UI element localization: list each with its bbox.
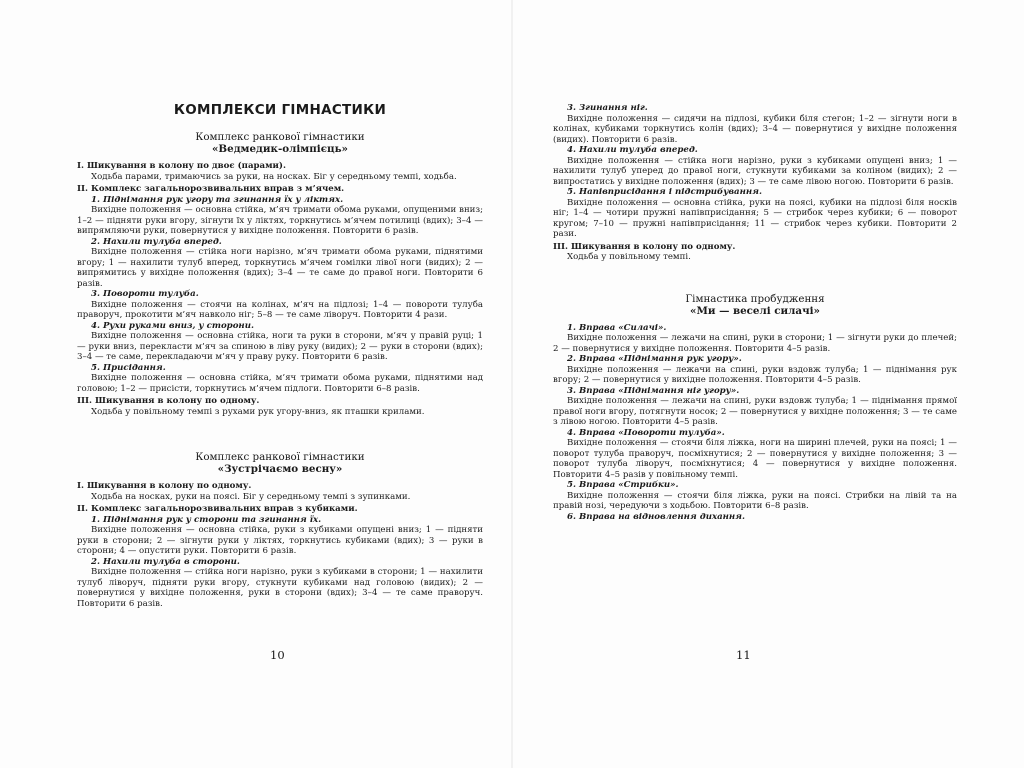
exercise-title: 1. Піднімання рук угору та згинання їх у ліктях. xyxy=(91,194,344,205)
right-column xyxy=(553,103,957,522)
exercise-title: 6. Вправа на відновлення дихання. xyxy=(567,511,746,522)
paragraph: Вихідне положення — стійка ноги нарізно, м’яч тримати обома руками, піднятими вгору; 1 — нахилити тулуб вперед, торкнутись м’ячем гомілки лівої ноги (видих); 2 — випрямитись у вихідне положення (вдих); 3–4 — те саме до правої ноги. Повторити 6 разів. xyxy=(77,247,483,289)
complex-heading: Комплекс ранкової гімнастики xyxy=(195,131,365,143)
complex-name: «Ми — веселі силачі» xyxy=(690,304,820,317)
exercise-title: 3. Повороти тулуба. xyxy=(91,289,199,299)
complex-heading: Комплекс ранкової гімнастики xyxy=(195,451,365,463)
exercise-title: 4. Нахили тулуба вперед. xyxy=(567,145,698,155)
paragraph: Вихідне положення — основна стійка, руки з кубиками опущені вниз; 1 — підняти руки в сторони; 2 — зігнути руки у ліктях, торкнутись кубиками (вдих); 3 — руки в сторони; 4 — опустити руки. Повторити 6 разів. xyxy=(77,525,483,556)
paragraph: Вихідне положення — лежачи на спині, руки в сторони; 1 — зігнути руки до плечей; 2 — повернутися у вихідне положення. Повторити 4–5 разів. xyxy=(553,333,957,354)
paragraph: Вихідне положення — сидячи на підлозі, кубики біля стегон; 1–2 — зігнути ноги в колінах, кубиками торкнутись колін (вдих); 3–4 — повернутися у вихідне положення (видих). Повторити 6 разів. xyxy=(553,113,957,145)
page-number: 10 xyxy=(270,648,285,662)
paragraph: Ходьба у повільному темпі з рухами рук угору-вниз, як пташки крилами. xyxy=(91,406,425,417)
complex-heading: Гімнастика пробудження xyxy=(685,292,825,305)
section-heading: III. Шикування в колону по одному. xyxy=(77,396,260,406)
paragraph: Вихідне положення — лежачи на спині, руки вздовж тулуба; 1 — піднімання прямої правої ноги вгору, потягнути носок; 2 — повернутися у вихідне положення; 3 — те саме з лівою ногою. Повторити 4–5 разів. xyxy=(553,396,957,427)
exercise-title: 2. Нахили тулуба вперед. xyxy=(91,236,222,247)
paragraph: Вихідне положення — стійка ноги нарізно, руки з кубиками в сторони; 1 — нахилити тулуб ліворуч, підняти руки вгору, стукнути кубиками над головою (видих); 2 — повернутися у вихідне положення, руки в сторони (вдих); 3–4 — те саме праворуч. Повторити 6 разів. xyxy=(77,567,483,609)
spacer xyxy=(553,263,957,293)
paragraph: Вихідне положення — основна стійка, м’яч тримати обома руками, опущеними вниз; 1–2 — підняти руки вгору, зігнути їх у ліктях, торкнутись м’ячем потилиці (вдих); 3–4 — випрямляючи руки, повернутися у вихідне положення. Повторити 6 разів. xyxy=(77,205,483,236)
exercise-title: 3. Вправа «Піднімання ніг угору». xyxy=(567,385,740,396)
exercise-title: 2. Вправа «Піднімання рук угору». xyxy=(567,354,742,364)
paragraph: Вихідне положення — лежачи на спині, руки вздовж тулуба; 1 — піднімання рук вгору; 2 — повернутися у вихідне положення. Повторити 4–5 разів. xyxy=(553,364,957,385)
spacer xyxy=(77,417,483,451)
exercise-title: 2. Нахили тулуба в сторони. xyxy=(91,556,240,567)
paragraph: Вихідне положення — стоячи на колінах, м’яч на підлозі; 1–4 — повороти тулуба праворуч, прокотити м’яч навколо ніг; 5–8 — те саме ліворуч. Повторити 4 рази. xyxy=(77,299,483,320)
page-number: 11 xyxy=(736,648,751,662)
exercise-title: 5. Вправа «Стрибки». xyxy=(567,480,679,490)
paragraph: Вихідне положення — стоячи біля ліжка, руки на поясі. Стрибки на лівій та на правій нозі, чередуючи з ходьбою. Повторити 6–8 разів. xyxy=(553,490,957,511)
right-page xyxy=(513,0,1024,768)
exercise-title: 3. Згинання ніг. xyxy=(567,103,648,113)
paragraph: Ходьба у повільному темпі. xyxy=(567,252,691,262)
complex-name: «Зустрічаємо весну» xyxy=(217,463,343,475)
exercise-title: 4. Вправа «Повороти тулуба». xyxy=(567,427,725,438)
page-title: КОМПЛЕКСИ ГІМНАСТИКИ xyxy=(173,102,387,118)
left-page xyxy=(0,0,511,768)
paragraph: Ходьба на носках, руки на поясі. Біг у середньому темпі з зупинками. xyxy=(91,491,411,502)
paragraph: Вихідне положення — основна стійка, ноги та руки в сторони, м’яч у правій руці; 1 — руки вниз, перекласти м’яч за спиною в ліву руку (видих); 2 — руки в сторони (вдих); 3–4 — те саме, перекладаючи м’яч у праву руку. Повторити 6 разів. xyxy=(77,331,483,362)
paragraph: Вихідне положення — стійка ноги нарізно, руки з кубиками опущені вниз; 1 — нахилити тулуб уперед до правої ноги, стукнути кубиками за коліном (видих); 2 — випростатись у вихідне положення (вдих); 3 — те саме лівою ногою. Повторити 6 разів. xyxy=(553,155,957,187)
exercise-title: 1. Піднімання рук у сторони та згинання їх. xyxy=(91,514,322,525)
paragraph: Вихідне положення — стоячи біля ліжка, ноги на ширині плечей, руки на поясі; 1 — поворот тулуба праворуч, посміхнутися; 2 — повернутися у вихідне положення; 3 — поворот тулуба ліворуч, посміхнутися; 4 — повернутися у вихідне положення. Повторити 4–5 разів у повільному темпі. xyxy=(553,438,957,480)
section-heading: III. Шикування в колону по одному. xyxy=(553,241,736,252)
exercise-title: 4. Рухи руками вниз, у сторони. xyxy=(91,320,254,331)
section-heading: I. Шикування в колону по одному. xyxy=(77,481,252,491)
section-heading: II. Комплекс загальнорозвивальних вправ з кубиками. xyxy=(77,504,358,514)
exercise-title: 1. Вправа «Силачі». xyxy=(567,322,667,333)
left-column xyxy=(77,103,483,609)
exercise-title: 5. Присідання. xyxy=(91,362,166,373)
paragraph: Вихідне положення — основна стійка, м’яч тримати обома руками, піднятими над головою; 1–2 — присісти, торкнутись м’ячем підлоги. Повторити 6–8 разів. xyxy=(77,373,483,394)
paragraph: Ходьба парами, тримаючись за руки, на носках. Біг у середньому темпі, ходьба. xyxy=(91,171,457,182)
exercise-title: 5. Напівприсідання і підстрибування. xyxy=(567,187,762,197)
section-heading: II. Комплекс загальнорозвивальних вправ з м’ячем. xyxy=(77,184,345,194)
section-heading: I. Шикування в колону по двоє (парами). xyxy=(77,161,286,171)
complex-name: «Ведмедик-олімпієць» xyxy=(212,143,348,155)
paragraph: Вихідне положення — основна стійка, руки на поясі, кубики на підлозі біля носків ніг; 1–4 — чотири пружні напівприсідання; 5 — стрибок через кубики; 6 — поворот кругом; 7–10 — пружні напівприсідання; 11 — стрибок через кубики. Повторити 2 рази. xyxy=(553,197,957,239)
